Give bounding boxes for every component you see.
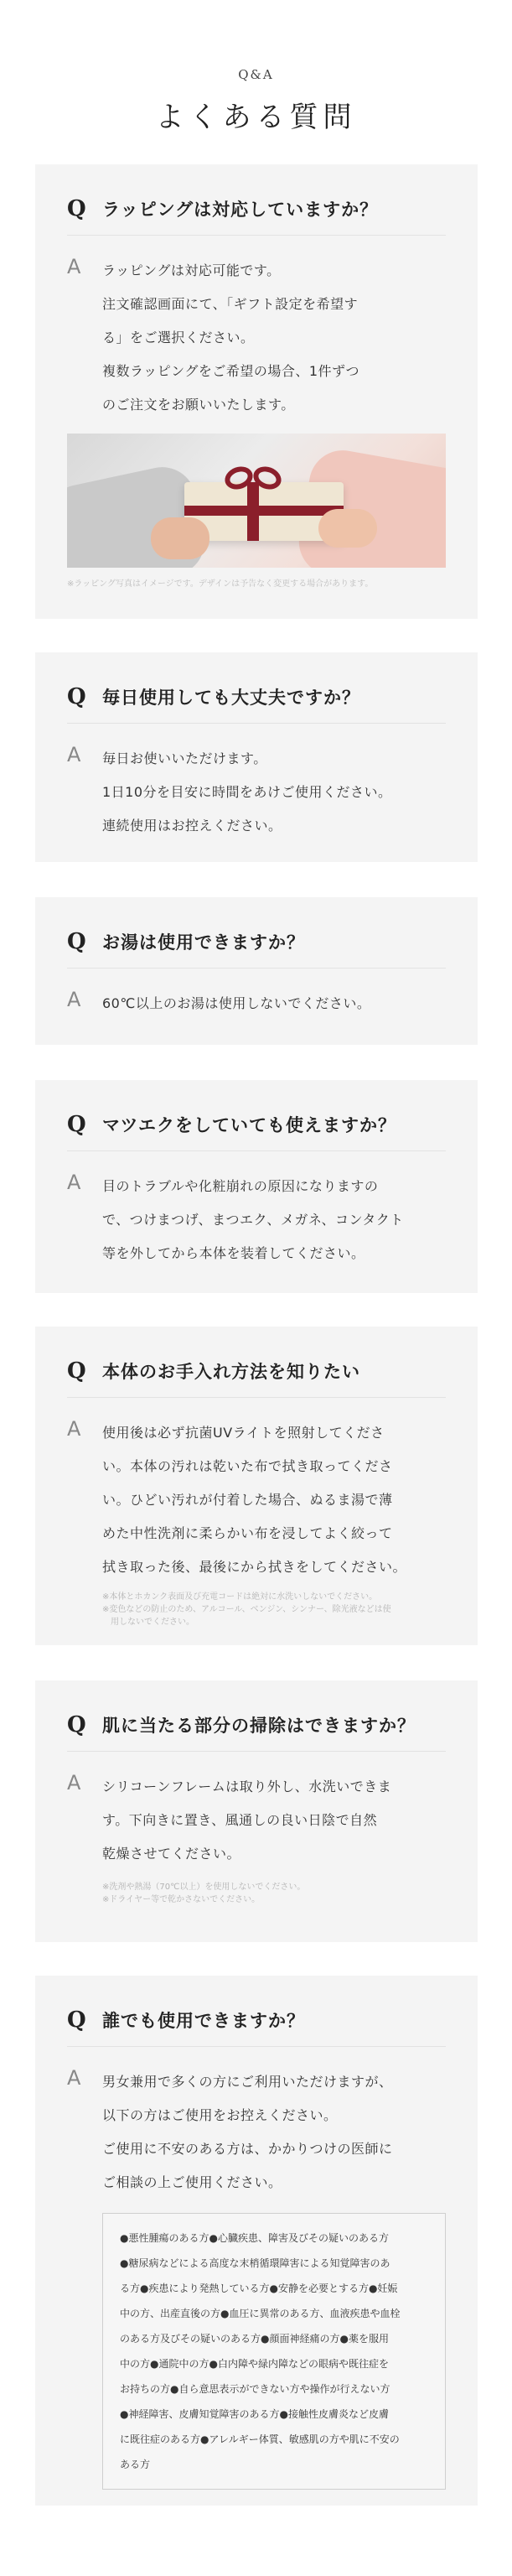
answer-body	[102, 1770, 446, 1906]
question-row	[67, 1712, 446, 1752]
faq-item-skin-contact-cleaning	[35, 1680, 478, 1942]
answer-line: 毎日お使いいただけます。	[102, 750, 267, 766]
answer-line: で、つけまつげ、まつエク、メガネ、コンタクト	[102, 1212, 404, 1228]
question-text: 肌に当たる部分の掃除はできますか？	[102, 1716, 416, 1736]
answer-line: 連続使用はお控えください。	[102, 818, 282, 834]
page-title: よくある質問	[155, 101, 357, 134]
answer-row	[67, 742, 446, 843]
question-text: 本体のお手入れ方法を知りたい	[102, 1362, 360, 1382]
warning-line: お持ちの方●自ら意思表示ができない方や操作が行えない方	[120, 2383, 390, 2395]
answer-body	[102, 254, 446, 422]
faq-item-eyelash-extensions	[35, 1080, 478, 1293]
answer-line: ご相談の上ご使用ください。	[102, 2174, 282, 2190]
warning-line: ●悪性腫瘍のある方●心臓疾患、障害及びその疑いのある方	[120, 2232, 389, 2244]
warning-line: ●神経障害、皮膚知覚障害のある方●接触性皮膚炎など皮膚	[120, 2408, 389, 2420]
answer-line: 目のトラブルや化粧崩れの原因になりますの	[102, 1178, 379, 1194]
answer-row	[67, 2065, 446, 2490]
answer-line: ラッピングは対応可能です。	[102, 262, 281, 278]
warning-line: 中の方●通院中の方●白内障や緑内障などの眼病や既往症を	[120, 2358, 389, 2370]
answer-line: 男女兼用で多くの方にご利用いただけますが、	[102, 2074, 393, 2090]
answer-line: 注文確認画面にて、「ギフト設定を希望す	[102, 296, 359, 312]
answer-line: る」をご選択ください。	[102, 330, 255, 345]
a-mark: A	[67, 743, 81, 766]
warning-line: ある方	[120, 2459, 151, 2470]
gift-wrapping-photo	[67, 434, 446, 568]
note-line: ※変色などの防止のため、アルコール、ベンジン、シンナー、除光液などは使	[102, 1605, 391, 1614]
question-row	[67, 684, 446, 724]
question-row	[67, 929, 446, 969]
faq-item-hot-water	[35, 897, 478, 1045]
question-row	[67, 2007, 446, 2047]
answer-row	[67, 254, 446, 422]
a-mark: A	[67, 255, 81, 278]
answer-line: 60℃以上のお湯は使用しないでください。	[102, 995, 371, 1011]
answer-line: 拭き取った後、最後にから拭きをしてください。	[102, 1559, 407, 1575]
faq-item-cleaning-body	[35, 1327, 478, 1645]
question-row	[67, 1112, 446, 1151]
answer-line: 以下の方はご使用をお控えください。	[102, 2107, 338, 2123]
question-text: ラッピングは対応していますか？	[102, 200, 379, 220]
note-line: 用しないでください。	[102, 1618, 194, 1627]
question-text: マツエクをしていても使えますか？	[102, 1115, 396, 1135]
answer-line: 複数ラッピングをご希望の場合、1件ずつ	[102, 363, 360, 379]
warning-line: 中の方、出産直後の方●血圧に異常のある方、血液疾患や血栓	[120, 2308, 401, 2319]
note-line: ※ドライヤー等で乾かさないでください。	[102, 1895, 261, 1904]
question-row	[67, 196, 446, 236]
answer-body	[102, 1416, 446, 1628]
answer-line: 使用後は必ず抗菌UVライトを照射してくださ	[102, 1425, 385, 1441]
image-caption: ※ラッピング写真はイメージです。デザインは予告なく変更する場合があります。	[67, 579, 374, 589]
note-line: ※洗剤や熱湯（70℃以上）を使用しないでください。	[102, 1883, 306, 1892]
answer-row	[67, 987, 446, 1021]
question-text: 誰でも使用できますか？	[102, 2011, 305, 2031]
answer-line: ご使用に不安のある方は、かかりつけの医師に	[102, 2141, 393, 2157]
a-mark: A	[67, 988, 81, 1011]
warning-line: る方●疾患により発熱している方●安静を必要とする方●妊娠	[120, 2283, 398, 2294]
question-text: 毎日使用しても大丈夫ですか？	[102, 688, 360, 708]
warning-line: ●糖尿病などによる高度な末梢循環障害による知覚障害のあ	[120, 2257, 390, 2269]
answer-line: のご注文をお願いいたします。	[102, 397, 295, 413]
warning-line: に既往症のある方●アレルギー体質、敏感肌の方や肌に不安の	[120, 2433, 400, 2445]
answer-row	[67, 1770, 446, 1906]
a-mark: A	[67, 1417, 81, 1441]
answer-body	[102, 742, 446, 843]
warning-line: のある方及びその疑いのある方●顔面神経痛の方●薬を服用	[120, 2333, 389, 2345]
question-row	[67, 1358, 446, 1398]
q-mark: Q	[67, 1358, 86, 1384]
answer-body	[102, 1170, 446, 1270]
q-mark: Q	[67, 929, 86, 954]
answer-line: シリコーンフレームは取り外し、水洗いできま	[102, 1779, 392, 1794]
answer-line: 1日10分を目安に時間をあけご使用ください。	[102, 784, 392, 800]
q-mark: Q	[67, 1712, 86, 1737]
answer-line: い。本体の汚れは乾いた布で拭き取ってくださ	[102, 1458, 393, 1474]
section-header	[0, 0, 512, 135]
a-mark: A	[67, 1771, 81, 1794]
contraindications-box	[102, 2213, 446, 2490]
answer-row	[67, 1170, 446, 1270]
q-mark: Q	[67, 2007, 86, 2033]
answer-row	[67, 1416, 446, 1628]
faq-item-daily-use	[35, 652, 478, 862]
answer-line: めた中性洗剤に柔らかい布を浸してよく絞って	[102, 1525, 393, 1541]
q-mark: Q	[67, 684, 86, 709]
question-text: お湯は使用できますか？	[102, 932, 305, 953]
answer-line: い。ひどい汚れが付着した場合、ぬるま湯で薄	[102, 1492, 393, 1508]
q-mark: Q	[67, 1112, 86, 1137]
answer-body	[102, 2065, 446, 2490]
a-mark: A	[67, 1171, 81, 1194]
note-line: ※本体とホカンク表面及び充電コードは絶対に水洗いしないでください。	[102, 1592, 378, 1602]
q-mark: Q	[67, 196, 86, 221]
a-mark: A	[67, 2066, 81, 2090]
answer-line: 乾燥させてください。	[102, 1846, 241, 1862]
section-label: Q&A	[238, 67, 274, 82]
faq-item-wrapping	[35, 164, 478, 619]
answer-body	[102, 987, 446, 1021]
answer-line: す。下向きに置き、風通しの良い日陰で自然	[102, 1812, 378, 1828]
faq-item-who-can-use	[35, 1976, 478, 2506]
answer-line: 等を外してから本体を装着してください。	[102, 1245, 365, 1261]
